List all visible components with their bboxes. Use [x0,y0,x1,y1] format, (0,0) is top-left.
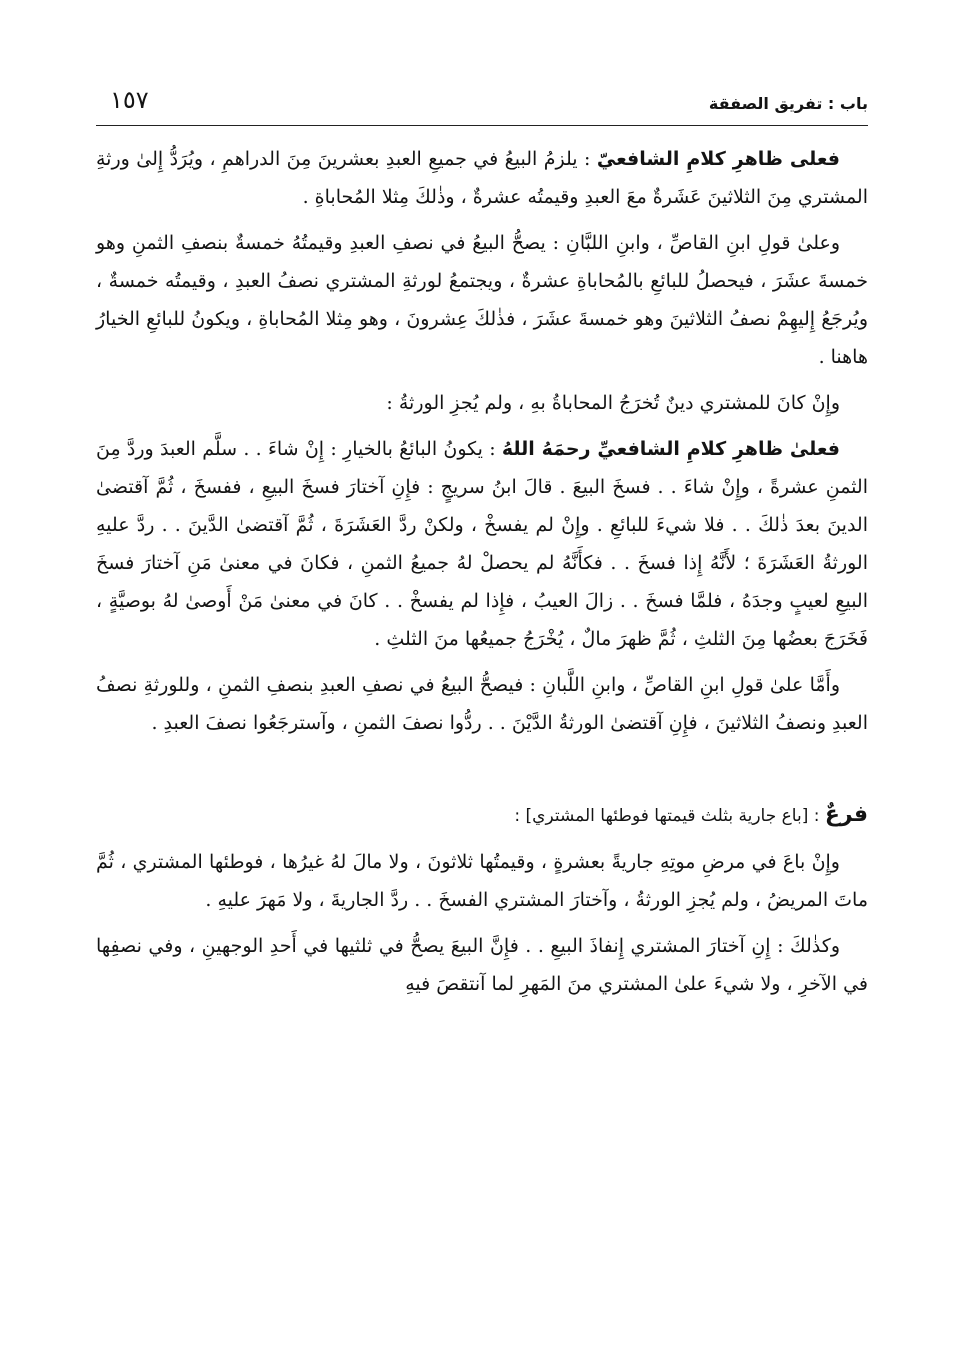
paragraph-text: وإِنْ باعَ في مرضِ موتِهِ جاريةً بعشرةٍ ، وقيمتُها ثلاثونَ ، ولا مالَ لهُ غيرُها ، فوطئها المشتري ، ثُمَّ ماتَ المريضُ ، ولم يُجزِ الورثةُ ، وآختارَ المشتري الفسخَ . . ردَّ الجاريةَ ، ولا مَهرَ عليهِ . [96,851,868,911]
section-title: : [باع جارية بثلث قيمتها فوطئها المشتري] : [514,806,825,826]
header-rule [96,125,868,126]
section-label: فرعٌ [824,802,868,827]
paragraph-text: : يلزمُ البيعُ في جميعِ العبدِ بعشرينَ مِنَ الدراهمِ ، ويُرَدُّ إِلىٰ ورثةِ المشتري مِنَ الثلاثينَ عَشَرةٌ معَ العبدِ وقيمتُه عشرةٌ ، وذٰلكَ مِثلا المُحاباةِ . [96,148,868,208]
paragraph [96,927,868,1003]
page-number: ١٥٧ [110,86,149,114]
section-heading [96,796,868,835]
paragraph-text: : يكونُ البائعُ بالخيارِ : إِنْ شاءَ . . سلَّم العبدَ وردَّ مِنَ الثمنِ عشرةً ، وإِنْ شاءَ . . فسخَ البيعَ . قالَ ابنُ سريجٍ : فإِنِ آختارَ فسخَ البيعِ ، ففسخَ ، ثُمَّ آقتضىٰ الدينَ بعدَ ذٰلكَ . . فلا شيءَ للبائعِ . وإِنْ لم يفسخْ ، ولكنْ ردَّ العَشَرَةَ ، ثُمَّ آقتضىٰ الدَّينَ . . ردَّ عليهِ الورثةُ العَشَرَةَ ؛ لأَنَّهُ إِذا فسخَ . . فكأَنَّهُ لم يحصلْ لهُ جميعُ الثمنِ ، فكانَ في معنىٰ مَنِ آختارَ فسخَ البيعِ لعيبٍ وجدَهُ ، فلمَّا فسخَ . . زالَ العيبُ ، فإِذا لم يفسخْ . . كانَ في معنىٰ مَنْ أَوصىٰ لهُ بوصيَّةٍ ، فَخَرَجَ بعضُها مِنَ الثلثِ ، ثُمَّ ظهرَ مالٌ ، يُخْرَجُ جميعُها منَ الثلثِ . [96,438,868,650]
paragraph-text: وإِنْ كانَ للمشتري دينٌ تُخرَجُ المحاباةُ بهِ ، ولم يُجزِ الورثةُ : [386,392,840,414]
paragraph [96,666,868,742]
paragraph-lead: فعلى ظاهرِ كلامِ الشافعيّ [596,148,841,170]
body-text [96,140,868,1003]
paragraph-text: وأَمَّا علىٰ قولِ ابنِ القاصِّ ، وابنِ اللَّبانِ : فيصحُّ البيعُ في نصفِ العبدِ بنصفِ الثمنِ ، وللورثةِ نصفُ العبدِ ونصفُ الثلاثينَ ، فإِنِ آقتضىٰ الورثةُ الدَّيْنَ . . ردُّوا نصفَ الثمنِ ، وآسترجَعُوا نصفَ العبدِ . [96,674,868,734]
paragraph [96,843,868,919]
paragraph-text: وكذٰلكَ : إِنِ آختارَ المشتري إِنفاذَ البيعِ . . فإِنَّ البيعَ يصحُّ في ثلثيها في أَحدِ الوجهينِ ، وفي نصفِها في الآخرِ ، ولا شيءَ علىٰ المشتري منَ المَهرِ لما آنتقصَ فيهِ [96,935,868,995]
paragraph [96,430,868,658]
paragraph-lead: فعلىٰ ظاهرِ كلامِ الشافعيِّ رحمَهُ اللهُ [501,438,841,460]
paragraph [96,224,868,376]
page-header [96,84,868,124]
paragraph [96,384,868,422]
paragraph [96,140,868,216]
running-title: باب : تفريق الصفقة [708,94,868,113]
paragraph-text: وعلىٰ قولِ ابنِ القاصِّ ، وابنِ اللبَّانِ : يصحُّ البيعُ في نصفِ العبدِ وقيمتُهُ خمسةٌ بنصفِ الثمنِ وهو خمسةَ عشَرَ ، فيحصلُ للبائعِ بالمُحاباةِ عشرةٌ ، ويجتمعُ لورثةِ المشتري نصفُ العبدِ ، وقيمتُه خمسةٌ ، ويُرجَعُ إِليهِمْ نصفُ الثلاثينَ وهو خمسةَ عشَرَ ، فذٰلكَ عِشرونَ ، وهو مِثلا المُحاباةِ ، ويكونُ للبائعِ الخيارُ هاهنا . [96,232,869,368]
